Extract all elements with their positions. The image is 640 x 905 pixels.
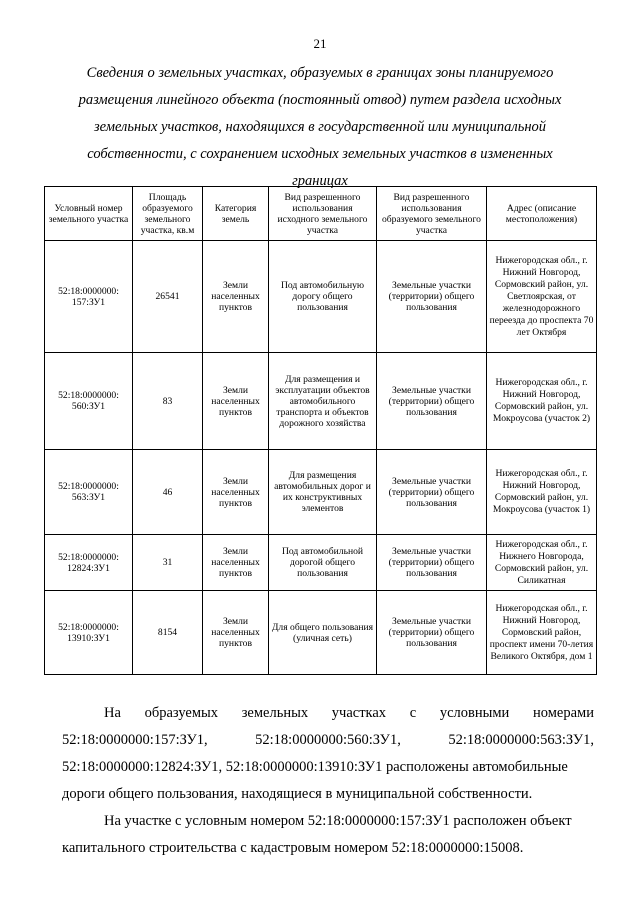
target-use-cell: Земельные участки (территории) общего пользования (377, 241, 487, 353)
title-line: земельных участков, находящихся в государственной или муниципальной (93, 119, 547, 135)
table-row (45, 591, 597, 675)
land-plots-table (44, 186, 597, 675)
word: 52:18:0000000:157:ЗУ1, (62, 732, 208, 748)
word: номерами (533, 705, 594, 721)
word: образуемых (144, 705, 219, 721)
column-header: Вид разрешенного использования образуемого земельного участка (377, 187, 487, 241)
land-category-cell: Земли населенных пунктов (203, 241, 269, 353)
title-line: границах (292, 173, 348, 189)
source-use-cell: Для размещения и эксплуатации объектов автомобильного транспорта и объектов дорожного хозяйства (269, 353, 377, 450)
word: с (409, 705, 417, 721)
address-cell: Нижегородская обл., г. Нижний Новгород, Сормовский район, проспект имени 70-летия Великого Октября, дом 1 (487, 591, 597, 675)
column-header: Площадь образуемого земельного участка, кв.м (133, 187, 203, 241)
plot-area-cell: 46 (133, 450, 203, 535)
source-use-cell: Для общего пользования (уличная сеть) (269, 591, 377, 675)
target-use-cell: Земельные участки (территории) общего пользования (377, 450, 487, 535)
source-use-cell: Под автомобильной дорогой общего пользования (269, 535, 377, 591)
land-category-cell: Земли населенных пунктов (203, 450, 269, 535)
word: условными (439, 705, 510, 721)
table-row (45, 535, 597, 591)
target-use-cell: Земельные участки (территории) общего пользования (377, 591, 487, 675)
plot-id-cell: 52:18:0000000: 157:ЗУ1 (45, 241, 133, 353)
word: земельных (241, 705, 309, 721)
plot-area-cell: 31 (133, 535, 203, 591)
document-title (70, 60, 570, 195)
plot-id-cell: 52:18:0000000: 12824:ЗУ1 (45, 535, 133, 591)
column-header: Адрес (описание местоположения) (487, 187, 597, 241)
word: 52:18:0000000:563:ЗУ1, (448, 732, 594, 748)
address-cell: Нижегородская обл., г. Нижнего Новгорода, Сормовский район, ул. Силикатная (487, 535, 597, 591)
address-cell: Нижегородская обл., г. Нижний Новгород, Сормовский район, ул. Светлоярская, от железнодорожного переезда до проспекта 70 лет Октября (487, 241, 597, 353)
word: 52:18:0000000:560:ЗУ1, (255, 732, 401, 748)
table-header-row (45, 187, 597, 241)
target-use-cell: Земельные участки (территории) общего пользования (377, 353, 487, 450)
column-header: Категория земель (203, 187, 269, 241)
column-header: Вид разрешенного использования исходного земельного участка (269, 187, 377, 241)
title-line: размещения линейного объекта (постоянный отвод) путем раздела исходных (78, 92, 562, 108)
target-use-cell: Земельные участки (территории) общего пользования (377, 535, 487, 591)
table-row (45, 450, 597, 535)
word: На (104, 705, 121, 721)
paragraph-capital-object (62, 808, 594, 862)
paragraph-roads (62, 700, 594, 808)
word: участках (331, 705, 387, 721)
paragraph-line: дороги общего пользования, находящиеся в муниципальной собственности. (62, 786, 533, 802)
land-category-cell: Земли населенных пунктов (203, 591, 269, 675)
plot-id-cell: 52:18:0000000: 563:ЗУ1 (45, 450, 133, 535)
title-line: Сведения о земельных участках, образуемых в границах зоны планируемого (86, 65, 554, 81)
source-use-cell: Для размещения автомобильных дорог и их конструктивных элементов (269, 450, 377, 535)
column-header: Условный номер земельного участка (45, 187, 133, 241)
plot-id-cell: 52:18:0000000: 560:ЗУ1 (45, 353, 133, 450)
paragraph-line: На участке с условным номером 52:18:0000000:157:ЗУ1 расположен объект (104, 813, 572, 829)
table-row (45, 353, 597, 450)
land-category-cell: Земли населенных пунктов (203, 353, 269, 450)
source-use-cell: Под автомобильную дорогу общего пользования (269, 241, 377, 353)
table-row (45, 241, 597, 353)
paragraph-line (62, 727, 594, 754)
plot-area-cell: 83 (133, 353, 203, 450)
address-cell: Нижегородская обл., г. Нижний Новгород, Сормовский район, ул. Мокроусова (участок 1) (487, 450, 597, 535)
address-cell: Нижегородская обл., г. Нижний Новгород, Сормовский район, ул. Мокроусова (участок 2) (487, 353, 597, 450)
paragraph-line: 52:18:0000000:12824:ЗУ1, 52:18:0000000:13910:ЗУ1 расположены автомобильные (62, 759, 568, 775)
plot-area-cell: 8154 (133, 591, 203, 675)
title-line: собственности, с сохранением исходных земельных участков в измененных (87, 146, 553, 162)
page-number: 21 (313, 36, 327, 51)
paragraph-line (62, 700, 594, 727)
paragraph-line: капитального строительства с кадастровым номером 52:18:0000000:15008. (62, 840, 524, 856)
land-category-cell: Земли населенных пунктов (203, 535, 269, 591)
plot-id-cell: 52:18:0000000: 13910:ЗУ1 (45, 591, 133, 675)
plot-area-cell: 26541 (133, 241, 203, 353)
